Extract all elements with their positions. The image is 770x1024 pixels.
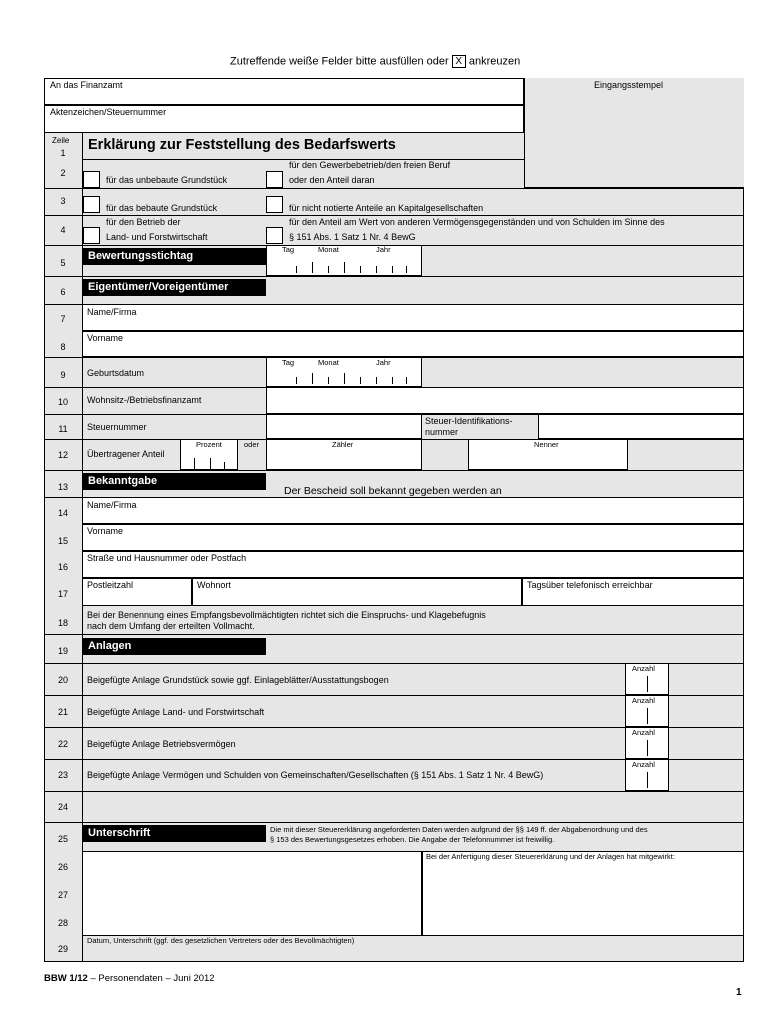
line-number: 15 [57,536,68,546]
line-number: 21 [57,707,68,717]
option-label: für den Betrieb der [106,217,181,227]
digit-separator [224,462,225,469]
line-number: 24 [57,802,68,812]
line-number: 11 [58,424,68,434]
line-number: 19 [57,646,68,656]
line-number: 12 [57,450,68,460]
digit-separator [647,676,648,692]
line-number: 10 [57,397,68,407]
option-label: § 151 Abs. 1 Satz 1 Nr. 4 BewG [289,232,416,242]
digit-separator [647,708,648,724]
page-number: 1 [736,987,742,998]
anlage-forst-label: Beigefügte Anlage Land- und Forstwirtschaft [87,707,265,717]
checkbox-land-forstwirtschaft[interactable] [83,227,100,244]
digit-separator [344,373,345,384]
checkbox-bebautes-grundstueck[interactable] [83,196,100,213]
digit-separator [647,772,648,788]
line-number: 6 [60,287,66,297]
aktenzeichen-label: Aktenzeichen/Steuernummer [50,107,167,117]
checkbox-gewerbebetrieb[interactable] [266,171,283,188]
line-number: 16 [57,562,68,572]
oder-label: oder [244,440,260,449]
digit-separator [312,373,313,384]
date-label-monat: Monat [318,358,339,367]
row-divider [44,822,744,823]
anlage-betrieb-label: Beigefügte Anlage Betriebsvermögen [87,739,236,749]
wohnsitz-field[interactable] [266,387,744,414]
line-number: 29 [57,944,68,954]
owner-vorname-label: Vorname [87,333,124,343]
example-checkbox-icon: X [452,55,466,68]
section-bekanntgabe: Bekanntgabe [83,473,266,490]
form-title: Erklärung zur Feststellung des Bedarfswerts [88,137,396,153]
owner-name-label: Name/Firma [87,307,137,317]
row-divider [44,470,744,471]
line-number: 2 [60,168,66,178]
bevollmaechtigter-note: Bei der Benennung eines Empfangsbevollmächtigten richtet sich die Einspruchs- und Klagebefugnis [87,610,486,620]
recipient-strasse-label: Straße und Hausnummer oder Postfach [87,553,247,563]
row-divider [44,215,744,216]
option-label: für das unbebaute Grundstück [106,175,228,185]
zaehler-label: Zähler [332,440,354,449]
digit-separator [210,458,211,469]
digit-separator [392,266,393,273]
digit-separator [406,266,407,273]
anteil-label: Übertragener Anteil [87,449,165,459]
datenschutz-notice: Die mit dieser Steuererklärung angeforderten Daten werden aufgrund der §§ 149 ff. der Abgabenordnung und des [270,825,648,834]
option-label: für nicht notierte Anteile an Kapitalgesellschaften [289,203,484,213]
digit-separator [360,377,361,384]
checkbox-kapitalgesellschaften[interactable] [266,196,283,213]
owner-vorname-field[interactable] [82,331,744,357]
datenschutz-notice: § 153 des Bewertungsgesetzes erhoben. Die Angabe der Telefonnummer ist freiwillig. [270,835,555,844]
finanzamt-label: An das Finanzamt [50,80,123,90]
bevollmaechtigter-note: nach dem Umfang der erteilten Vollmacht. [87,621,255,631]
wohnsitz-label: Wohnsitz-/Betriebsfinanzamt [87,395,202,405]
form-footer: BBW 1/12 – Personendaten – Juni 2012 [44,973,215,984]
owner-name-field[interactable] [82,304,744,331]
line-number: 20 [57,675,68,685]
line-number: 5 [60,258,66,268]
digit-separator [328,266,329,273]
option-label: für den Gewerbebetrieb/den freien Beruf [289,160,451,170]
recipient-telefon-label: Tagsüber telefonisch erreichbar [527,580,653,590]
line-number: 28 [57,918,68,928]
anlage-grundstueck-label: Beigefügte Anlage Grundstück sowie ggf. Einlageblätter/Ausstattungsbogen [87,675,389,685]
digit-separator [328,377,329,384]
digit-separator [392,377,393,384]
option-label: für das bebaute Grundstück [106,203,218,213]
anlage-gesellschaften-label: Beigefügte Anlage Vermögen und Schulden von Gemeinschaften/Gesellschaften (§ 151 Abs. 1 Satz 1 Nr. 4 BewG) [87,770,544,780]
recipient-vorname-label: Vorname [87,526,124,536]
option-label: oder den Anteil daran [289,175,375,185]
prozent-label: Prozent [196,440,222,449]
line-number: 23 [57,770,68,780]
line-number: 25 [57,834,68,844]
steuernummer-field[interactable] [266,414,422,439]
zeile-label: Zeile [52,136,70,145]
line-number: 4 [60,225,66,235]
checkbox-anteil-vermoegen[interactable] [266,227,283,244]
section-eigentuemer: Eigentümer/Voreigentümer [83,279,266,296]
idnr-field[interactable] [538,414,744,439]
nenner-label: Nenner [534,440,559,449]
recipient-name-field[interactable] [82,497,744,524]
date-label-jahr: Jahr [376,245,391,254]
option-label: Land- und Forstwirtschaft [106,232,208,242]
recipient-plz-label: Postleitzahl [87,580,134,590]
idnr-label: nummer [425,427,459,437]
date-label-tag: Tag [282,245,295,254]
digit-separator [296,266,297,273]
recipient-wohnort-field[interactable] [192,578,522,606]
digit-separator [194,458,195,469]
geburtsdatum-label: Geburtsdatum [87,368,145,378]
date-label-jahr: Jahr [376,358,391,367]
option-label: für den Anteil am Wert von anderen Vermögensgegenständen und von Schulden im Sinne des [289,217,665,227]
steuernummer-label: Steuernummer [87,422,147,432]
digit-separator [344,262,345,273]
line-number: 13 [57,482,68,492]
date-label-tag: Tag [282,358,295,367]
bekanntgabe-hint: Der Bescheid soll bekannt gegeben werden an [284,485,502,497]
line-number: 26 [57,862,68,872]
line-number: 18 [57,618,68,628]
digit-separator [360,266,361,273]
eingangsstempel-box [524,78,744,188]
idnr-label: Steuer-Identifikations- [425,416,513,426]
line-number: 3 [60,196,66,206]
signature-caption: Datum, Unterschrift (ggf. des gesetzlichen Vertreters oder des Bevollmächtigten) [87,936,355,945]
row-divider [44,188,744,189]
recipient-vorname-field[interactable] [82,524,744,551]
section-anlagen: Anlagen [83,638,266,655]
section-bewertungsstichtag: Bewertungsstichtag [83,248,266,265]
line-number: 22 [57,739,68,749]
row-divider [44,276,744,277]
digit-separator [312,262,313,273]
section-unterschrift: Unterschrift [83,825,266,842]
anzahl-label: Anzahl [632,728,655,737]
row-divider [44,634,744,635]
mitwirkung-field[interactable] [422,851,744,936]
row-divider [44,791,744,792]
digit-separator [376,377,377,384]
eingangsstempel-label: Eingangsstempel [594,80,664,90]
recipient-wohnort-label: Wohnort [197,580,231,590]
digit-separator [296,377,297,384]
line-number: 27 [57,890,68,900]
mitwirkung-label: Bei der Anfertigung dieser Steuererklärung und der Anlagen hat mitgewirkt: [426,852,675,861]
anzahl-label: Anzahl [632,696,655,705]
digit-separator [376,266,377,273]
line-number: 1 [60,148,66,158]
anzahl-label: Anzahl [632,664,655,673]
digit-separator [406,377,407,384]
fill-instruction: Zutreffende weiße Felder bitte ausfüllen oder X ankreuzen [230,55,521,68]
checkbox-unbebautes-grundstueck[interactable] [83,171,100,188]
digit-separator [647,740,648,756]
anzahl-label: Anzahl [632,760,655,769]
signature-field[interactable] [82,851,422,936]
line-number: 17 [57,589,68,599]
line-number: 7 [60,314,66,324]
line-number: 14 [57,508,68,518]
recipient-name-label: Name/Firma [87,500,137,510]
line-number: 9 [60,370,66,380]
date-label-monat: Monat [318,245,339,254]
line-number: 8 [60,342,66,352]
